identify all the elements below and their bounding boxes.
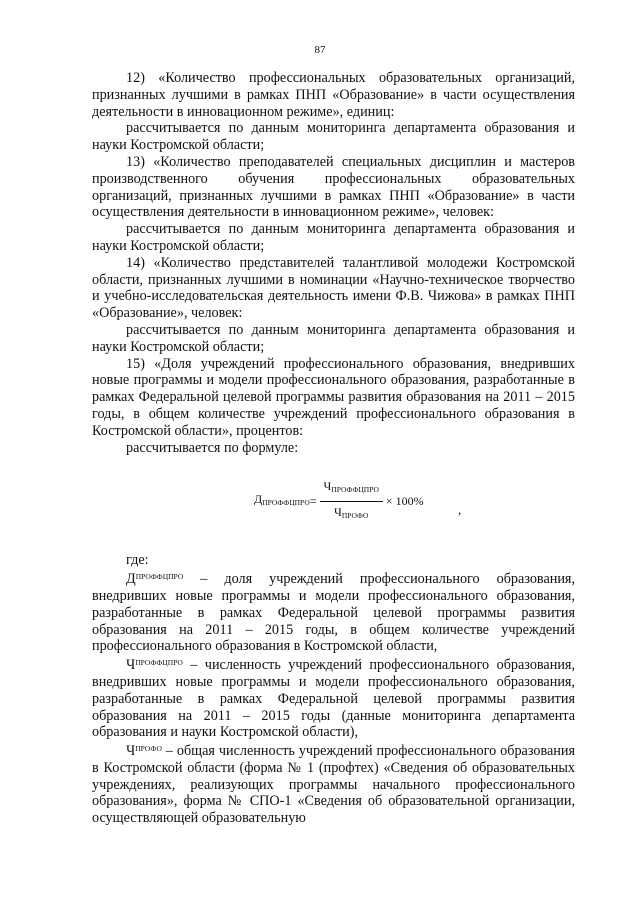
formula-expression (254, 478, 424, 525)
definition-text: – общая численность учреждений профессионального образования в Костромской области (форма № 1 (профтех) «Сведения об образовательных учреждениях, реализующих программы начального профессионального образования», форма № СПО-1 «Сведения об образовательной организации, осуществляющей образовательную (92, 743, 575, 827)
definition-count-total (92, 741, 575, 827)
page-number: 87 (314, 44, 326, 56)
paragraph-14-method: рассчитывается по данным мониторинга департамента образования и науки Костромской области; (92, 321, 575, 355)
paragraph-12-method: рассчитывается по данным мониторинга департамента образования и науки Костромской области; (92, 120, 575, 154)
paragraph-13: 13) «Количество преподавателей специальных дисциплин и мастеров производственного обучения профессиональных образовательных организаций, признанных лучшими в рамках ПНП «Образование» в части осуществления деятельности в инновационном режиме», человек: (92, 153, 575, 221)
paragraph-14: 14) «Количество представителей талантливой молодежи Костромской области, признанных лучшими в номинации «Научно-техническое творчество и учебно-исследовательская деятельность имени Ф.В. Чижова» в рамках ПНП «Образование», человек: (92, 254, 575, 322)
formula-fraction (320, 478, 383, 525)
formula-numerator: $Ч_{ПРОФФЦПРО}$ (320, 478, 383, 502)
formula-denominator: $Ч_{ПРОФО}$ (334, 505, 369, 521)
document-body (92, 70, 575, 827)
definition-text: – доля учреждений профессионального образования, внедривших новые программы и модели профессионального образования, разработанные в рамках Федеральной целевой программы развития образования на 2011 – 2015 годы, в общем количестве учреждений профессионального образования в Костромской области, (92, 571, 575, 655)
paragraph-15: 15) «Доля учреждений профессионального образования, внедривших новые программы и модели профессионального образования, разработанные в рамках Федеральной целевой программы развития образования на 2011 – 2015 годы, в общем количестве учреждений профессионального образования в Костромской области», процентов: (92, 355, 575, 439)
paragraph-15-method: рассчитывается по формуле: (126, 439, 299, 456)
formula-multiplier: × 100% (385, 494, 424, 509)
definition-symbol: $Д^{ПРОФФЦПРО}$ (126, 571, 184, 588)
formula-comma: , (458, 502, 462, 518)
formula (92, 466, 575, 534)
definition-count-new (92, 655, 575, 741)
formula-lhs: $Д_{ПРОФФЦПРО}$ (254, 492, 310, 508)
definition-symbol: $Ч^{ПРОФО}$ (126, 743, 162, 760)
paragraph-13-method: рассчитывается по данным мониторинга департамента образования и науки Костромской области; (92, 221, 575, 254)
where-label: где: (126, 552, 149, 569)
paragraph-12: 12) «Количество профессиональных образовательных организаций, признанных лучшими в рамках ПНП «Образование» в части осуществления деятельности в инновационном режиме», единиц: (92, 70, 575, 120)
definition-symbol: $Ч^{ПРОФФЦПРО}$ (126, 657, 183, 674)
definition-share (92, 569, 575, 655)
formula-equals: = (309, 494, 317, 509)
definition-text: – численность учреждений профессионального образования, внедривших новые программы и модели профессионального образования, разработанные в рамках Федеральной целевой программы развития образования на 2011 – 2015 годы (данные мониторинга департамента образования и науки Костромской области), (92, 657, 575, 741)
